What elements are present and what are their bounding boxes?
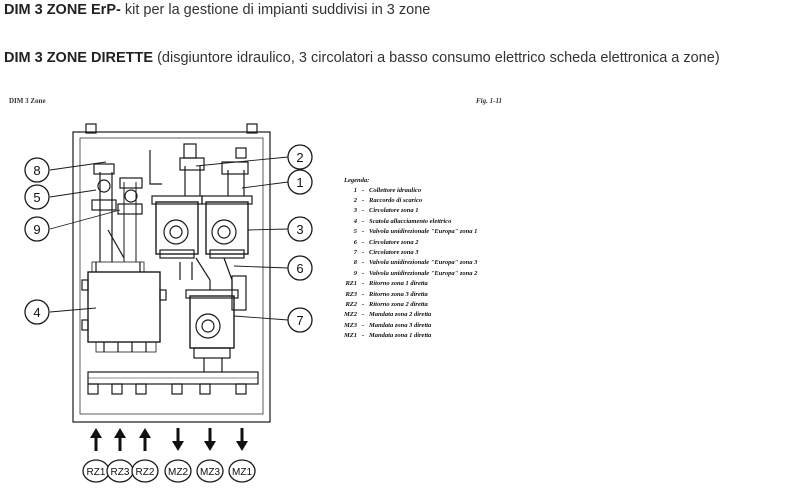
callout-4-label: 4 — [33, 305, 41, 320]
legend-item-code: MZ3 — [344, 321, 357, 329]
legend-item-code: 3 — [353, 207, 357, 215]
legend-item-text: Circolatore zona 3 — [369, 249, 419, 257]
legend-item-code: 8 — [353, 259, 357, 267]
product-name-dirette: DIM 3 ZONE DIRETTE — [4, 50, 154, 66]
legend-item — [344, 258, 477, 268]
legend-item-code: RZ1 — [345, 280, 357, 288]
connection-mz3-label: MZ3 — [200, 467, 220, 478]
legend-item-text: Valvola unidirezionale "Europa" zona 3 — [369, 259, 478, 267]
legend-item — [344, 279, 477, 289]
legend-item — [344, 185, 477, 195]
legend-item — [344, 330, 477, 340]
legend-item-text: Ritorno zona 2 diretta — [369, 300, 428, 308]
figure-title: DIM 3 Zone — [9, 97, 46, 105]
legend-item-text: Valvola unidirezionale "Europa" zona 1 — [369, 228, 478, 236]
legend-item-separator: - — [361, 207, 365, 215]
product-description-erp: kit per la gestione di impianti suddivisi in 3 zone — [120, 2, 431, 18]
legend-list — [344, 185, 477, 341]
legend-item-separator: - — [361, 269, 365, 277]
connection-rz1-label: RZ1 — [86, 467, 106, 478]
product-name-erp: DIM 3 ZONE ErP- — [4, 2, 121, 18]
legend-item-separator: - — [361, 249, 365, 257]
legend-title: Legenda: — [344, 177, 370, 184]
legend-item-separator: - — [361, 259, 365, 267]
legend-item-code: 7 — [353, 249, 357, 257]
callout-9-label: 9 — [33, 222, 41, 237]
legend-item-text: Valvola unidirezionale "Europa" zona 2 — [369, 269, 478, 277]
legend-item-text: Raccordo di scarico — [369, 197, 423, 205]
legend-item-text: Collettore idraulico — [369, 186, 422, 194]
legend-item-code: MZ1 — [344, 332, 357, 340]
legend-item — [344, 320, 477, 330]
legend-item-code: RZ3 — [345, 290, 357, 298]
figure-label: Fig. 1-11 — [476, 97, 503, 105]
legend-item-text: Ritorno zona 3 diretta — [369, 290, 428, 298]
legend-item-text: Mandata zona 3 diretta — [369, 321, 432, 329]
legend-item-text: Circolatore zona 1 — [369, 207, 419, 215]
electrical-box — [88, 272, 160, 342]
legend-item-code: 5 — [353, 228, 357, 236]
legend-item-code: 9 — [353, 269, 357, 277]
callout-7-label: 7 — [296, 313, 304, 328]
legend-item-text: Scatola allacciamento elettrico — [369, 217, 452, 225]
connection-mz2-label: MZ2 — [168, 467, 188, 478]
legend-item-code: 6 — [353, 238, 357, 246]
callout-2-label: 2 — [296, 150, 304, 165]
legend-item — [344, 268, 477, 278]
product-description-dirette: (disgiuntore idraulico, 3 circolatori a basso consumo elettrico scheda elettronica a zone) — [153, 50, 720, 66]
legend-item-separator: - — [361, 321, 365, 329]
legend-item-separator: - — [361, 197, 365, 205]
legend-item — [344, 227, 477, 237]
callout-3-label: 3 — [296, 222, 304, 237]
legend-item-code: 1 — [353, 186, 357, 194]
callout-1-label: 1 — [296, 175, 304, 190]
pump-zone-1 — [156, 202, 198, 254]
legend-item-separator: - — [361, 238, 365, 246]
legend-item — [344, 237, 477, 247]
product-heading-erp — [4, 2, 430, 18]
legend-item-text: Mandata zona 1 diretta — [369, 332, 432, 340]
legend-item-separator: - — [361, 332, 365, 340]
legend-item — [344, 310, 477, 320]
legend-item — [344, 289, 477, 299]
legend-item-text: Circolatore zona 2 — [369, 238, 419, 246]
legend-item — [344, 206, 477, 216]
legend-item-code: RZ2 — [345, 300, 357, 308]
legend-item-code: MZ2 — [344, 311, 357, 319]
legend-item-separator: - — [361, 300, 365, 308]
callout-5-label: 5 — [33, 190, 41, 205]
legend-item — [344, 216, 477, 226]
legend-item-code: 4 — [353, 217, 357, 225]
legend-item-text: Mandata zona 2 diretta — [369, 311, 432, 319]
legend-item-separator: - — [361, 217, 365, 225]
legend-item-separator: - — [361, 311, 365, 319]
legend-item — [344, 247, 477, 257]
connection-rz2-label: RZ2 — [135, 467, 155, 478]
legend — [344, 177, 477, 341]
legend-item — [344, 195, 477, 205]
cabinet-outer — [73, 132, 270, 422]
legend-item-text: Ritorno zona 1 diretta — [369, 280, 428, 288]
legend-item-separator: - — [361, 186, 365, 194]
callout-8-label: 8 — [33, 163, 41, 178]
legend-item-separator: - — [361, 280, 365, 288]
legend-item-code: 2 — [353, 197, 357, 205]
legend-item — [344, 299, 477, 309]
legend-item-separator: - — [361, 290, 365, 298]
callout-6-label: 6 — [296, 261, 304, 276]
connection-mz1-label: MZ1 — [232, 467, 252, 478]
product-heading-dirette — [4, 50, 720, 66]
legend-item-separator: - — [361, 228, 365, 236]
connection-rz3-label: RZ3 — [110, 467, 130, 478]
